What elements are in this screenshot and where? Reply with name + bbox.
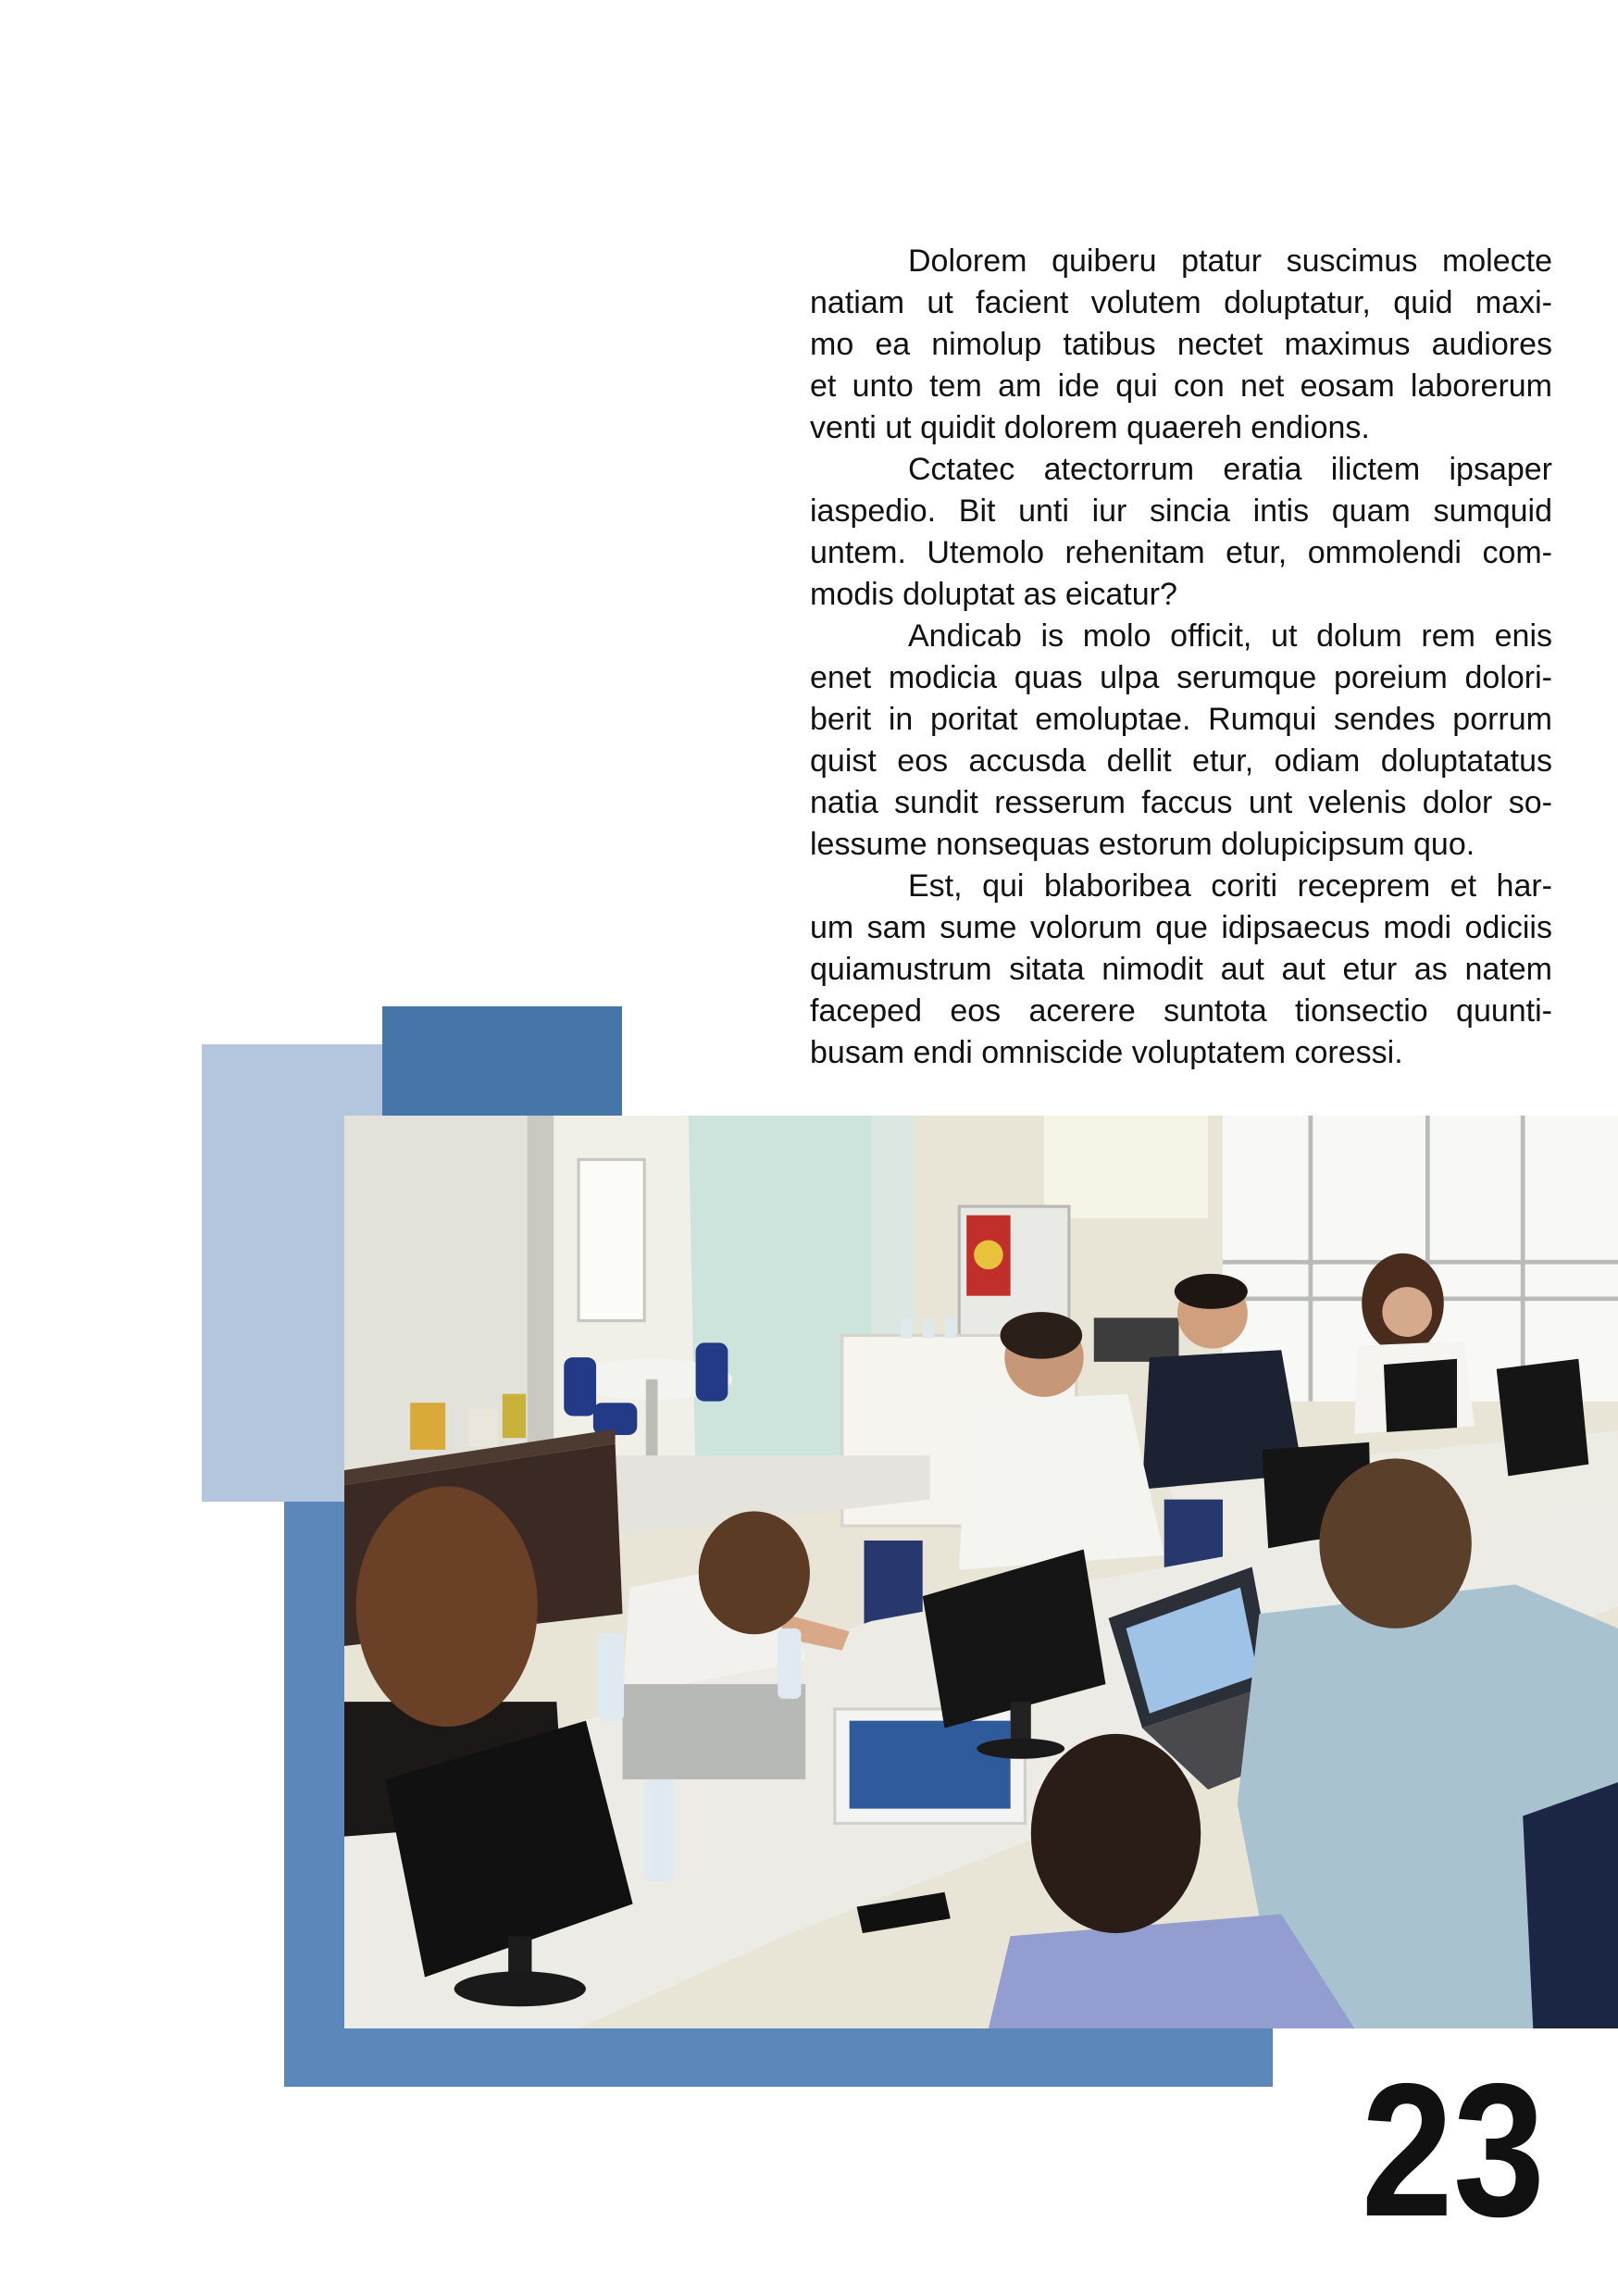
text-line: mo ea nimolup tatibus nectet maximus audiores bbox=[810, 327, 1552, 362]
text-line: lessume nonsequas estorum dolupicipsum quo. bbox=[810, 827, 1475, 862]
office-photo-illustration bbox=[344, 1116, 1618, 2028]
text-line: berit in poritat emoluptae. Rumqui sendes porrum bbox=[810, 702, 1552, 737]
text-line: natiam ut facient volutem doluptatur, quid maxi- bbox=[810, 285, 1552, 320]
text-line: et unto tem am ide qui con net eosam laborerum bbox=[810, 368, 1552, 404]
text-line: Dolorem quiberu ptatur suscimus molecte bbox=[908, 243, 1552, 279]
text-line: um sam sume volorum que idipsaecus modi odiciis bbox=[810, 910, 1552, 945]
text-line: quiamustrum sitata nimodit aut aut etur as natem bbox=[810, 952, 1552, 987]
body-text bbox=[810, 241, 1552, 1074]
text-line: faceped eos acerere suntota tionsectio quunti- bbox=[810, 993, 1552, 1029]
text-line: Cctatec atectorrum eratia ilictem ipsaper bbox=[908, 452, 1552, 487]
text-line: natia sundit resserum faccus unt velenis dolor so- bbox=[810, 785, 1552, 820]
text-line: untem. Utemolo rehenitam etur, ommolendi com- bbox=[810, 535, 1552, 570]
text-line: quist eos accusda dellit etur, odiam doluptatatus bbox=[810, 743, 1552, 779]
text-line: busam endi omniscide voluptatem coressi. bbox=[810, 1035, 1403, 1070]
text-line: Est, qui blaboribea coriti receprem et har- bbox=[908, 868, 1552, 904]
page-number: 23 bbox=[1361, 2044, 1545, 2256]
text-line: enet modicia quas ulpa serumque poreium dolori- bbox=[810, 660, 1552, 695]
text-line: Andicab is molo officit, ut dolum rem enis bbox=[908, 618, 1552, 654]
text-line: iaspedio. Bit unti iur sincia intis quam sumquid bbox=[810, 493, 1552, 529]
chair bbox=[1523, 1782, 1618, 2028]
office-photo bbox=[344, 1116, 1618, 2028]
text-line: venti ut quidit dolorem quaereh endions. bbox=[810, 410, 1370, 445]
text-line: modis doluptat as eicatur? bbox=[810, 577, 1177, 612]
